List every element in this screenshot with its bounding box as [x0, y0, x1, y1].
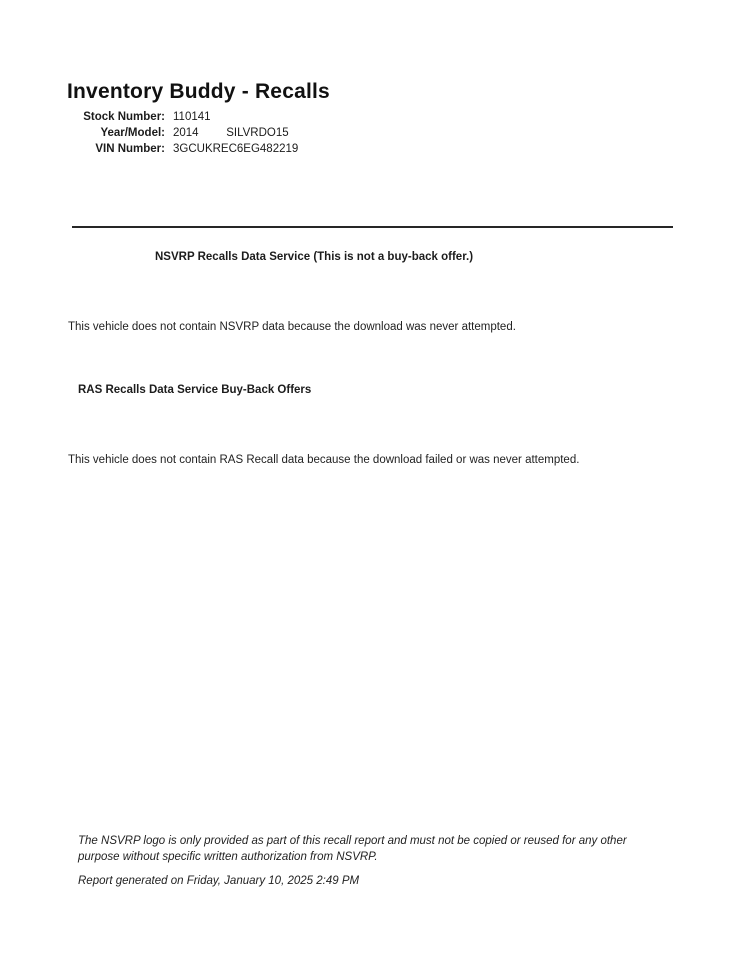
- year-model-label: Year/Model:: [100, 127, 165, 139]
- year-model-value: [165, 125, 289, 141]
- vin-number-value: 3GCUKREC6EG482219: [173, 143, 299, 155]
- vehicle-info-block: [0, 109, 298, 157]
- stock-number-label: Stock Number:: [83, 111, 165, 123]
- year-value: 2014: [173, 127, 199, 139]
- nsvrp-section-message: This vehicle does not contain NSVRP data because the download was never attempted.: [68, 321, 516, 333]
- nsvrp-section-heading: NSVRP Recalls Data Service (This is not a buy-back offer.): [155, 251, 474, 263]
- page-title: Inventory Buddy - Recalls: [67, 80, 330, 103]
- vin-number-label: VIN Number:: [95, 143, 165, 155]
- vehicle-row-stock-number: [0, 109, 298, 125]
- horizontal-divider: [72, 226, 673, 228]
- footer-disclaimer: The NSVRP logo is only provided as part of this recall report and must not be copied or reused for any other purpose without specific written authorization from NSVRP.: [78, 835, 627, 863]
- ras-section-heading: RAS Recalls Data Service Buy-Back Offers: [78, 384, 312, 396]
- stock-number-value: 110141: [173, 111, 211, 123]
- ras-section-message: This vehicle does not contain RAS Recall data because the download failed or was never attempted.: [68, 454, 580, 466]
- model-value: SILVRDO15: [226, 127, 289, 139]
- vehicle-row-vin-number: [0, 141, 298, 157]
- report-generated-timestamp: Report generated on Friday, January 10, 2025 2:49 PM: [78, 875, 360, 887]
- vehicle-row-year-model: [0, 125, 298, 141]
